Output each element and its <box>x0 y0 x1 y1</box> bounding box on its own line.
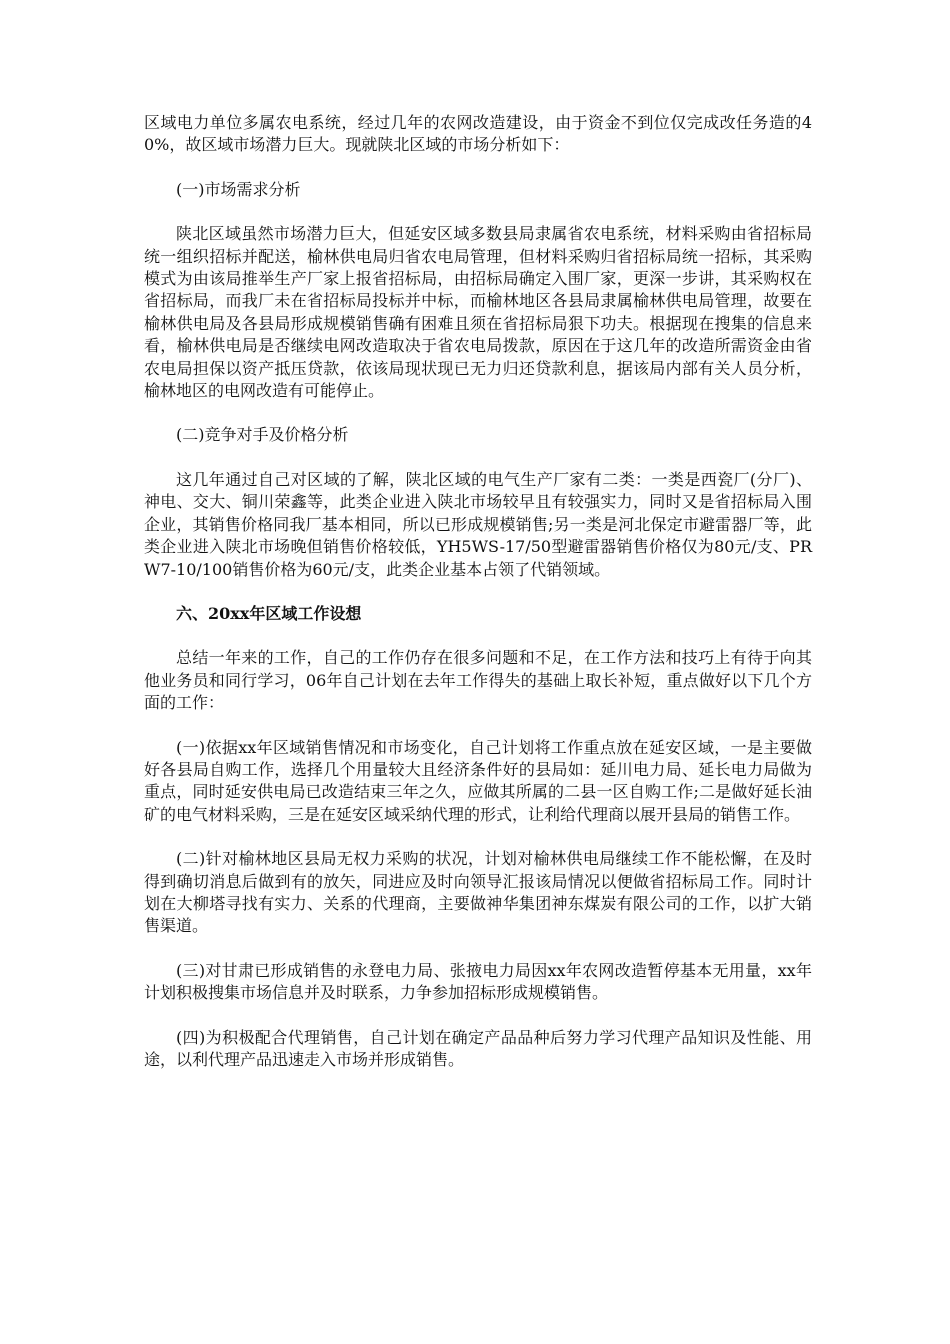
heading-competition: (二)竞争对手及价格分析 <box>176 425 349 445</box>
section-title-work-plan: 六、20xx年区域工作设想 <box>176 603 362 623</box>
paragraph-summary: 总结一年来的工作，自己的工作仍存在很多问题和不足，在工作方法和技巧上有待于向其他业务员和同行学习，06年自己计划在去年工作得失的基础上取长补短，重点做好以下几个方面的工作： <box>144 648 812 713</box>
paragraph-plan-1: (一)依据xx年区域销售情况和市场变化，自己计划将工作重点放在延安区域，一是主要做好各县局自购工作，选择几个用量较大且经济条件好的县局如：延川电力局、延长电力局做为重点，同时延安供电局已改造结束三年之久，应做其所属的二县一区自购工作;二是做好延长油矿的电气材料采购，三是在延安区域采纳代理的形式，让利给代理商以展开县局的销售工作。 <box>144 737 812 824</box>
paragraph-market-demand: 陕北区域虽然市场潜力巨大，但延安区域多数县局隶属省农电系统，材料采购由省招标局统一组织招标并配送，榆林供电局归省农电局管理，但材料采购归省招标局统一招标，其采购模式为由该局推举生产厂家上报省招标局，由招标局确定入围厂家，更深一步讲，其采购权在省招标局，而我厂未在省招标局投标并中标，而榆林地区各县局隶属榆林供电局管理，故要在榆林供电局及各县局形成规模销售确有困难且须在省招标局狠下功夫。根据现在搜集的信息来看，榆林供电局是否继续电网改造取决于省农电局拨款，原因在于这几年的改造所需资金由省农电局担保以资产抵压贷款，依该局现状现已无力归还贷款利息，据该局内部有关人员分析，榆林地区的电网改造有可能停止。 <box>144 224 812 401</box>
paragraph-plan-4: (四)为积极配合代理销售，自己计划在确定产品品种后努力学习代理产品知识及性能、用途，以利代理产品迅速走入市场并形成销售。 <box>144 1027 812 1069</box>
document-body <box>144 112 812 1093</box>
heading-market-demand: (一)市场需求分析 <box>176 179 301 199</box>
paragraph-competition: 这几年通过自己对区域的了解，陕北区域的电气生产厂家有二类：一类是西瓷厂(分厂)、神电、交大、铜川荣鑫等，此类企业进入陕北市场较早且有较强实力，同时又是省招标局入围企业，其销售价格同我厂基本相同，所以已形成规模销售;另一类是河北保定市避雷器厂等，此类企业进入陕北市场晚但销售价格较低，YH5WS-17/50型避雷器销售价格仅为80元/支、PRW7-10/100销售价格为60元/支，此类企业基本占领了代销领域。 <box>144 469 812 579</box>
paragraph-intro: 区域电力单位多属农电系统，经过几年的农网改造建设，由于资金不到位仅完成改任务造的40%，故区域市场潜力巨大。现就陕北区域的市场分析如下： <box>144 113 812 155</box>
paragraph-plan-3: (三)对甘肃已形成销售的永登电力局、张掖电力局因xx年农网改造暂停基本无用量，xx年计划积极搜集市场信息并及时联系，力争参加招标形成规模销售。 <box>144 960 812 1003</box>
paragraph-plan-2: (二)针对榆林地区县局无权力采购的状况，计划对榆林供电局继续工作不能松懈，在及时得到确切消息后做到有的放矢，同进应及时向领导汇报该局情况以便做省招标局工作。同时计划在大柳塔寻找有实力、关系的代理商，主要做神华集团神东煤炭有限公司的工作，以扩大销售渠道。 <box>144 849 812 936</box>
